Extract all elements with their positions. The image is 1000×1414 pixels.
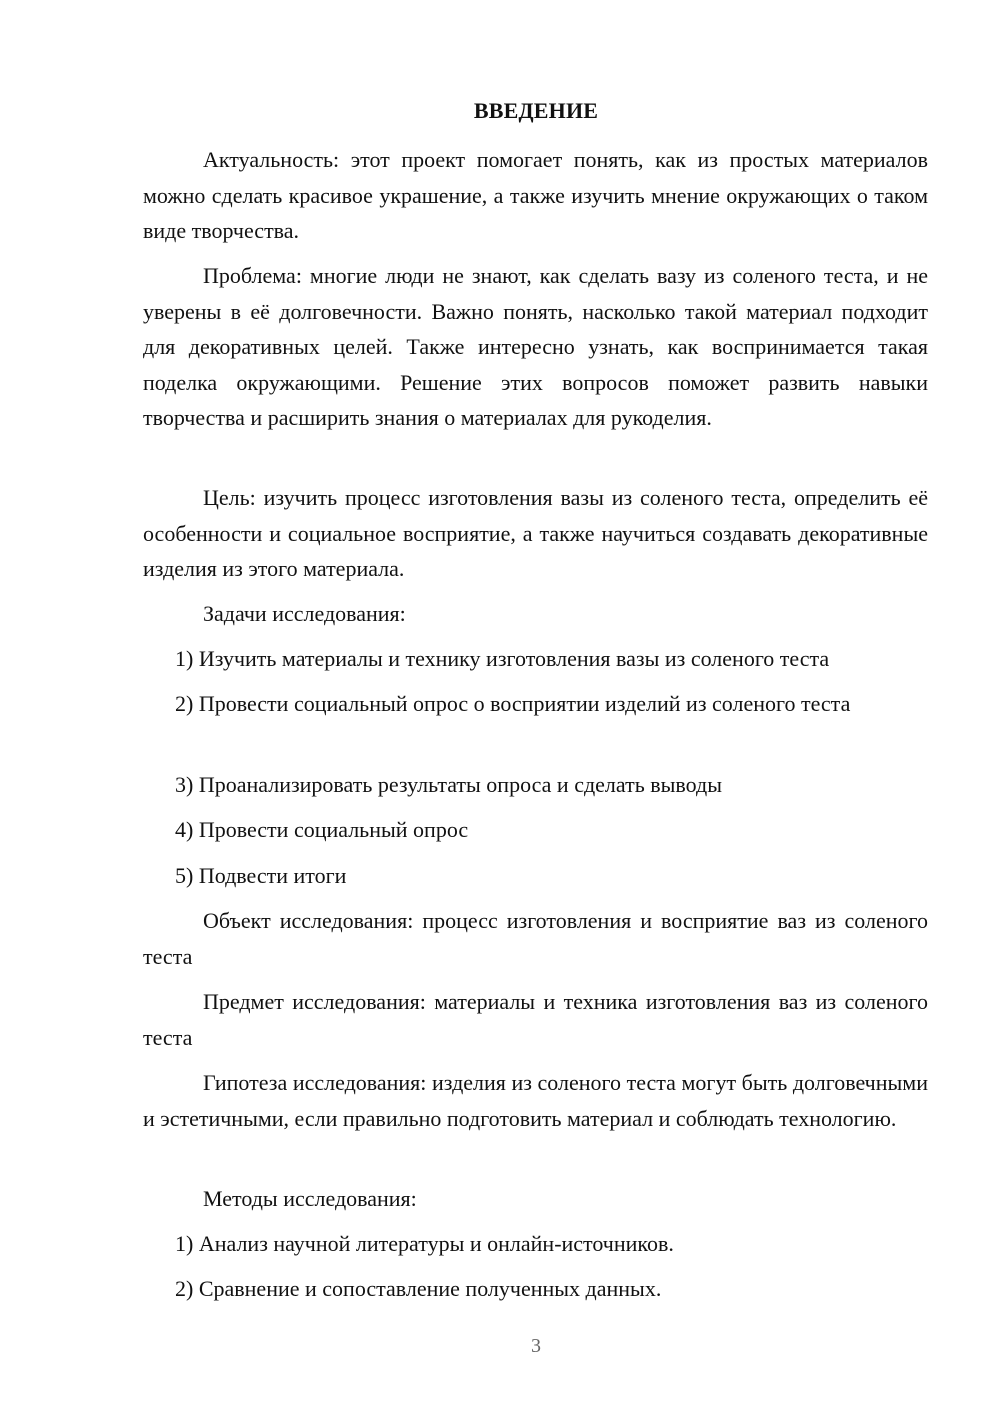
task-item: 1) Изучить материалы и технику изготовления вазы из соленого теста <box>175 646 830 671</box>
task-item-1-section <box>143 641 928 677</box>
actuality-section <box>143 142 928 249</box>
method-item-1-section <box>143 1226 928 1262</box>
methods-heading-section <box>143 1181 928 1217</box>
method-item: 2) Сравнение и сопоставление полученных данных. <box>175 1276 662 1301</box>
tasks-heading: Задачи исследования: <box>203 601 406 626</box>
problem-paragraph: Проблема: многие люди не знают, как сделать вазу из соленого теста, и не уверены в её долговечности. Важно понять, насколько такой материал подходит для декоративных целей. Также интересно узнать, как воспринимается такая поделка окружающими. Решение этих вопросов поможет развить навыки творчества и расширить знания о материалах для рукоделия. <box>143 263 928 430</box>
subject-paragraph: Предмет исследования: материалы и техника изготовления ваз из соленого теста <box>143 989 928 1050</box>
page-title: ВВЕДЕНИЕ <box>473 98 599 123</box>
task-item: 4) Провести социальный опрос <box>175 817 469 842</box>
goal-section <box>143 480 928 587</box>
task-item-4-section <box>143 812 928 848</box>
method-item: 1) Анализ научной литературы и онлайн-источников. <box>175 1231 674 1256</box>
method-item-2-section <box>143 1271 928 1307</box>
hypothesis-section <box>143 1065 928 1136</box>
page-number: 3 <box>531 1335 541 1357</box>
task-item: 5) Подвести итоги <box>175 863 347 888</box>
task-item-2-section <box>143 686 928 722</box>
task-item-3-section <box>143 767 928 803</box>
methods-heading: Методы исследования: <box>203 1186 417 1211</box>
subject-section <box>143 984 928 1055</box>
problem-section <box>143 258 928 436</box>
object-section <box>143 903 928 974</box>
object-paragraph: Объект исследования: процесс изготовления и восприятие ваз из соленого теста <box>143 908 928 969</box>
hypothesis-paragraph: Гипотеза исследования: изделия из соленого теста могут быть долговечными и эстетичными, если правильно подготовить материал и соблюдать технологию. <box>143 1070 928 1131</box>
task-item: 2) Провести социальный опрос о восприятии изделий из соленого теста <box>175 691 851 716</box>
tasks-heading-section <box>143 596 928 632</box>
actuality-paragraph: Актуальность: этот проект помогает понять, как из простых материалов можно сделать красивое украшение, а также изучить мнение окружающих о таком виде творчества. <box>143 147 928 243</box>
task-item: 3) Проанализировать результаты опроса и сделать выводы <box>175 772 722 797</box>
goal-paragraph: Цель: изучить процесс изготовления вазы из соленого теста, определить её особенности и социальное восприятие, а также научиться создавать декоративные изделия из этого материала. <box>143 485 928 581</box>
task-item-5-section <box>143 858 928 894</box>
